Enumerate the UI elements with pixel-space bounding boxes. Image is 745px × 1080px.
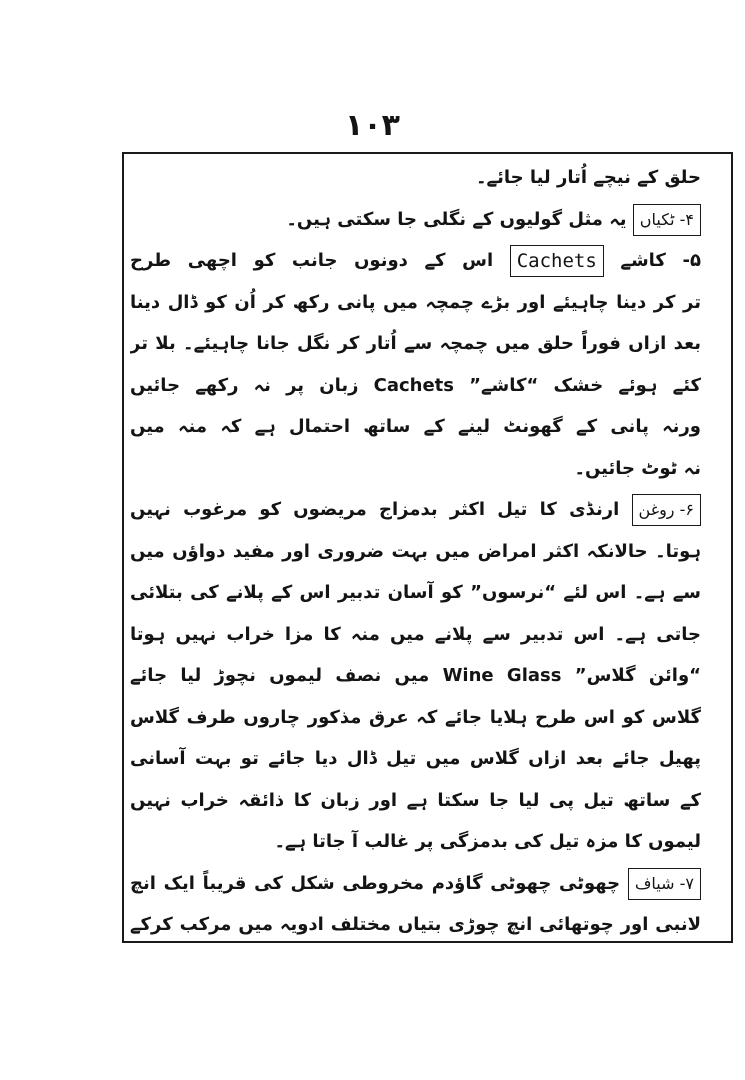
text-line xyxy=(130,780,701,822)
line-text: بعد ازاں فوراً حلق میں چمچہ سے اُتار کر نگل جانا چاہیئے۔ بلا تر xyxy=(130,333,701,354)
item-label: ۷- شیاف xyxy=(628,868,701,900)
item-label: ۶- روغن xyxy=(632,494,701,526)
text-line xyxy=(130,863,701,905)
text-line xyxy=(130,240,701,282)
line-text: پھیل جائے بعد ازاں گلاس میں تیل ڈال دیا جائے تو بہت آسانی xyxy=(130,748,701,769)
line-text: ہوتا۔ حالانکہ اکثر امراض میں بہت ضروری اور مفید دواؤں میں xyxy=(130,540,701,562)
line-text: تر کر دینا چاہیئے اور بڑے چمچہ میں پانی رکھ کر اُن کو ڈال دینا xyxy=(130,291,701,313)
line-text: لانبی اور چوتھائی انچ چوڑی بتیاں مختلف ادویہ میں مرکب کرکے xyxy=(130,914,701,935)
text-line xyxy=(130,614,701,656)
text-line xyxy=(130,323,701,365)
line-text: اس کے دونوں جانب کو اچھی طرح xyxy=(130,250,494,271)
line-text: “وائن گلاس” Wine Glass میں نصف لیموں نچوڑ لیا جائے xyxy=(130,665,701,686)
text-line xyxy=(130,531,701,573)
text-frame xyxy=(122,152,733,943)
line-text: لیموں کا مزہ تیل کی بدمزگی پر غالب آ جاتا ہے۔ xyxy=(274,831,701,852)
line-text: کئے ہوئے خشک “کاشے” Cachets زبان پر نہ رکھے جائیں xyxy=(130,374,701,396)
line-text: چھوٹی چھوٹی گاؤدم مخروطی شکل کی قریباً ایک انچ xyxy=(130,872,621,894)
text-line xyxy=(130,448,701,490)
text-line xyxy=(130,489,701,531)
page-number: ۱۰۳ xyxy=(345,108,400,143)
line-text: سے ہے۔ اس لئے “نرسوں” کو آسان تدبیر اس کے پلانے کی بتلائی xyxy=(130,582,701,603)
text-line xyxy=(130,199,701,241)
text-line xyxy=(130,904,701,946)
line-text: حلق کے نیچے اُتار لیا جائے۔ xyxy=(475,167,701,188)
item-label: ۵- کاشے xyxy=(620,250,701,271)
item-label: ۴- ٹکیاں xyxy=(633,204,701,236)
boxed-term: Cachets xyxy=(510,245,604,277)
line-text: گلاس کو اس طرح ہلایا جائے کہ عرق مذکور چاروں طرف گلاس xyxy=(130,706,701,728)
line-text: کے ساتھ تیل پی لیا جا سکتا ہے اور زبان کا ذائقہ خراب نہیں xyxy=(130,789,701,811)
line-text: یہ مثل گولیوں کے نگلی جا سکتی ہیں۔ xyxy=(286,208,627,230)
text-line xyxy=(130,697,701,739)
text-line xyxy=(130,738,701,780)
text-line xyxy=(130,572,701,614)
text-line xyxy=(130,157,701,199)
text-line xyxy=(130,406,701,448)
line-text: ارنڈی کا تیل اکثر بدمزاج مریضوں کو مرغوب نہیں xyxy=(130,499,620,520)
text-line xyxy=(130,655,701,697)
line-text: نہ ٹوٹ جائیں۔ xyxy=(574,457,701,479)
line-text: ورنہ پانی کے گھونٹ لینے کے ساتھ احتمال ہے کہ منہ میں xyxy=(130,416,701,437)
text-line xyxy=(130,282,701,324)
text-line xyxy=(130,365,701,407)
line-text: جاتی ہے۔ اس تدبیر سے پلانے میں منہ کا مزا خراب نہیں ہوتا xyxy=(130,623,701,645)
text-line xyxy=(130,821,701,863)
